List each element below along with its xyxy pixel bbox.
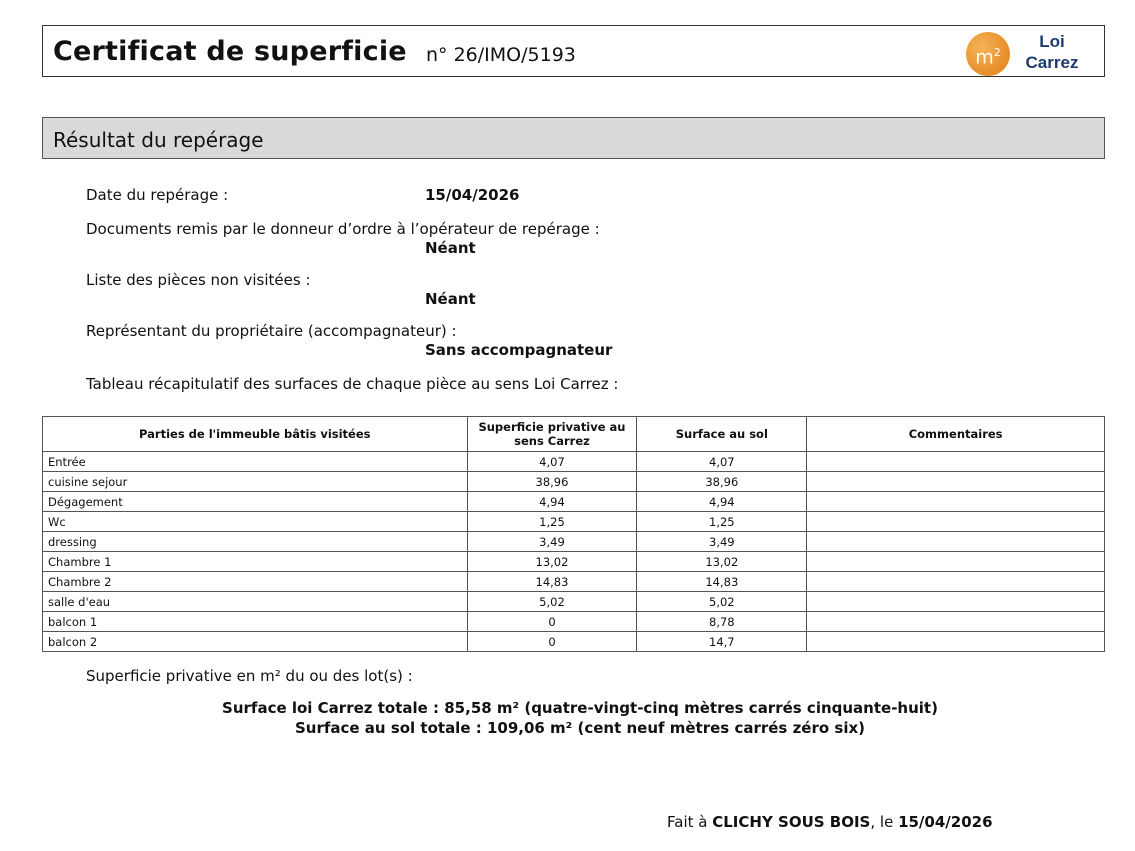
certificate-header: [42, 25, 1105, 77]
carrez-value: 14,83: [467, 572, 637, 592]
header-carrez: Superficie privative au sens Carrez: [467, 417, 637, 452]
date-value: 15/04/2026: [425, 186, 520, 204]
logo-text: Loi Carrez: [1025, 32, 1079, 72]
loi-carrez-logo: [966, 29, 1084, 73]
comment: [807, 512, 1105, 532]
room-name: Dégagement: [43, 492, 468, 512]
comment: [807, 552, 1105, 572]
totals-label: Superficie privative en m² du ou des lot(s) :: [86, 667, 413, 685]
section-title: Résultat du repérage: [53, 128, 264, 152]
header-floor-surface: Surface au sol: [637, 417, 807, 452]
floor-value: 14,7: [637, 632, 807, 652]
comment: [807, 612, 1105, 632]
floor-value: 4,07: [637, 452, 807, 472]
date-label: Date du repérage :: [86, 186, 229, 204]
section-header: [42, 117, 1105, 159]
carrez-value: 4,94: [467, 492, 637, 512]
representative-label: Représentant du propriétaire (accompagnateur) :: [86, 322, 457, 340]
rooms-not-visited-label: Liste des pièces non visitées :: [86, 271, 311, 289]
comment: [807, 592, 1105, 612]
room-name: dressing: [43, 532, 468, 552]
documents-value: Néant: [425, 239, 476, 257]
room-name: Chambre 1: [43, 552, 468, 572]
rooms-not-visited-value: Néant: [425, 290, 476, 308]
floor-value: 1,25: [637, 512, 807, 532]
carrez-value: 3,49: [467, 532, 637, 552]
comment: [807, 472, 1105, 492]
certificate-number: n° 26/IMO/5193: [426, 44, 576, 66]
carrez-total: Surface loi Carrez totale : 85,58 m² (quatre-vingt-cinq mètres carrés cinquante-huit): [222, 699, 938, 717]
carrez-value: 4,07: [467, 452, 637, 472]
comment: [807, 572, 1105, 592]
carrez-value: 13,02: [467, 552, 637, 572]
comment: [807, 632, 1105, 652]
carrez-value: 0: [467, 612, 637, 632]
floor-total: Surface au sol totale : 109,06 m² (cent neuf mètres carrés zéro six): [294, 719, 865, 737]
room-name: Chambre 2: [43, 572, 468, 592]
comment: [807, 532, 1105, 552]
carrez-value: 5,02: [467, 592, 637, 612]
table-intro-label: Tableau récapitulatif des surfaces de chaque pièce au sens Loi Carrez :: [86, 375, 619, 393]
floor-value: 8,78: [637, 612, 807, 632]
representative-value: Sans accompagnateur: [425, 341, 613, 359]
floor-value: 14,83: [637, 572, 807, 592]
city: CLICHY SOUS BOIS: [712, 813, 871, 831]
documents-label: Documents remis par le donneur d’ordre à l’opérateur de repérage :: [86, 220, 600, 238]
table-row: [43, 632, 1105, 652]
floor-value: 4,94: [637, 492, 807, 512]
header-parts: Parties de l'immeuble bâtis visitées: [43, 417, 468, 452]
comment: [807, 452, 1105, 472]
table-row: [43, 552, 1105, 572]
table-row: [43, 512, 1105, 532]
floor-value: 38,96: [637, 472, 807, 492]
floor-value: 3,49: [637, 532, 807, 552]
table-row: [43, 532, 1105, 552]
carrez-value: 38,96: [467, 472, 637, 492]
table-header-row: [43, 417, 1105, 452]
floor-value: 5,02: [637, 592, 807, 612]
table-row: [43, 592, 1105, 612]
table-row: [43, 492, 1105, 512]
room-name: Entrée: [43, 452, 468, 472]
floor-value: 13,02: [637, 552, 807, 572]
table-row: [43, 472, 1105, 492]
table-row: [43, 612, 1105, 632]
comment: [807, 492, 1105, 512]
room-name: cuisine sejour: [43, 472, 468, 492]
m2-logo-icon: $m^2$: [966, 32, 1010, 76]
header-comments: Commentaires: [807, 417, 1105, 452]
surfaces-table: [42, 416, 1105, 652]
footer-date: 15/04/2026: [898, 813, 993, 831]
carrez-value: 0: [467, 632, 637, 652]
table-row: [43, 452, 1105, 472]
signature-line: Fait à CLICHY SOUS BOIS, le 15/04/2026: [667, 813, 993, 831]
carrez-value: 1,25: [467, 512, 637, 532]
room-name: salle d'eau: [43, 592, 468, 612]
room-name: balcon 1: [43, 612, 468, 632]
table-row: [43, 572, 1105, 592]
room-name: Wc: [43, 512, 468, 532]
document-title: Certificat de superficie: [53, 36, 407, 67]
room-name: balcon 2: [43, 632, 468, 652]
